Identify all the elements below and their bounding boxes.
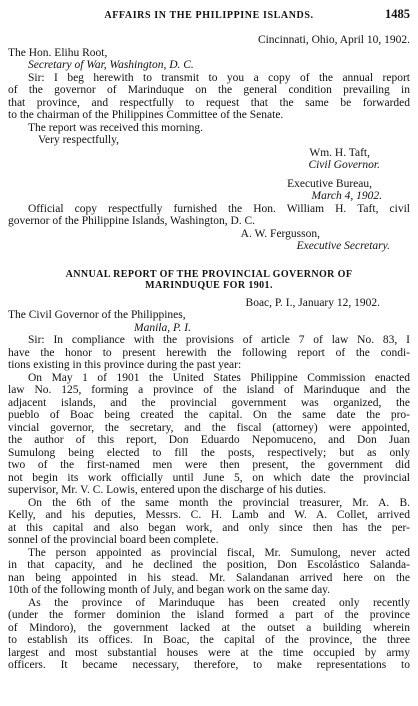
report-line: (under the former dominion the island formed a part of the province	[8, 609, 410, 621]
letter-body-line: to the chairman of the Philippines Committee of the Senate.	[8, 109, 284, 121]
annual-report	[8, 269, 410, 672]
report-line: vincial governor, the secretary, and the fiscal (attorney) were appointed,	[8, 421, 410, 434]
report-line: of Mindoro), the government lacked at the outset a building wherein	[8, 621, 410, 634]
report-heading: ANNUAL REPORT OF THE PROVINCIAL GOVERNOR OF	[65, 268, 353, 280]
letter-signer-title: Civil Governor.	[308, 159, 380, 171]
report-line: nan being appointed in his stead. Mr. Salandanan arrived here on the	[8, 571, 410, 584]
report-line: in that capacity, and he declined the position, Don Escolástico Salanda-	[8, 559, 410, 571]
report-line: Sir: In compliance with the provisions of article 7 of law No. 83, I	[28, 334, 410, 346]
report-line: to establish its offices. In Boac, the capital of the province, the three	[8, 634, 410, 646]
running-title: AFFAIRS IN THE PHILIPPINE ISLANDS.	[104, 10, 314, 21]
endorsement-signer-name: A. W. Fergusson,	[240, 227, 320, 240]
letter-dateline: Cincinnati, Ohio, April 10, 1902.	[257, 34, 410, 46]
report-line: at this capital and also began work, and only since then has the per-	[8, 521, 410, 534]
report-line: officers. It became necessary, therefore, to make representations to	[8, 659, 410, 671]
report-line: 10th of the following month of July, and began work on the same day.	[8, 584, 331, 596]
report-line: two of the first-named men were then present, the government did	[8, 459, 410, 471]
report-line: the author of this report, Don Eduardo Nepomuceno, and Don Juan	[8, 434, 410, 446]
letter-taft	[8, 34, 410, 172]
report-line: On May 1 of 1901 the United States Philippine Commission enacted	[28, 371, 410, 384]
report-line: law No. 125, forming a province of the island of Marinduque and the	[8, 384, 410, 396]
letter-address-title: Secretary of War, Washington, D. C.	[28, 59, 194, 71]
report-line: adjacent islands, and the provincial government was organized, the	[8, 396, 410, 409]
report-line: As the province of Marinduque has been created only recently	[28, 596, 410, 609]
report-line: tions existing in this province during the past year:	[8, 359, 242, 371]
letter-body-line: of the governor of Marinduque on the general condition prevailing in	[8, 84, 410, 96]
letter-closing: Very respectfully,	[38, 134, 119, 146]
endorsement-body-line: governor of the Philippine Islands, Washington, D. C.	[8, 215, 256, 227]
report-dateline: Boac, P. I., January 12, 1902.	[245, 296, 380, 309]
endorsement-body-line: Official copy respectfully furnished the Hon. William H. Taft, civil	[28, 202, 410, 215]
report-address-name: The Civil Governor of the Philippines,	[8, 309, 186, 321]
letter-signer-name: Wm. H. Taft,	[309, 146, 370, 159]
letter-last-line: The report was received this morning.	[28, 121, 203, 134]
report-line: supervisor, Mr. V. C. Lowis, entered upon the discharge of his duties.	[8, 484, 326, 496]
report-line: pueblo of Boac being created the capital. On the same date the pro-	[8, 409, 410, 421]
report-line: On the 6th of the same month the provincial treasurer, Mr. A. B.	[28, 496, 410, 509]
report-heading: MARINDUQUE FOR 1901.	[145, 279, 273, 291]
letter-address-name: The Hon. Elihu Root,	[8, 46, 108, 59]
report-line: not begin its work officially until June 5, on which date the provincial	[8, 471, 410, 484]
endorsement	[8, 178, 410, 253]
report-line: largest and most substantial houses were at the time occupied by army	[8, 646, 410, 659]
report-line: sonnel of the provincial board been complete.	[8, 534, 219, 546]
report-line: have the honor to present herewith the following report of the condi-	[8, 346, 410, 359]
page-header	[8, 6, 410, 28]
report-address-place: Manila, P. I.	[134, 321, 191, 334]
report-line: The person appointed as provincial fiscal, Mr. Sumulong, never acted	[28, 546, 410, 559]
page-number: 1485	[385, 7, 410, 21]
endorsement-signer-title: Executive Secretary.	[296, 240, 390, 252]
report-line: Sumulong being elected to fill the posts, respectively; but as only	[8, 446, 410, 459]
report-line: Kelly, and his deputies, Messrs. C. H. Lamb and W. A. Collet, arrived	[8, 509, 410, 521]
letter-body-line: that province, and respectfully to request that the same be forwarded	[8, 96, 410, 109]
letter-body-line: Sir: I beg herewith to transmit to you a copy of the annual report	[28, 71, 410, 84]
endorsement-date: March 4, 1902.	[311, 190, 382, 202]
endorsement-office: Executive Bureau,	[287, 177, 372, 190]
